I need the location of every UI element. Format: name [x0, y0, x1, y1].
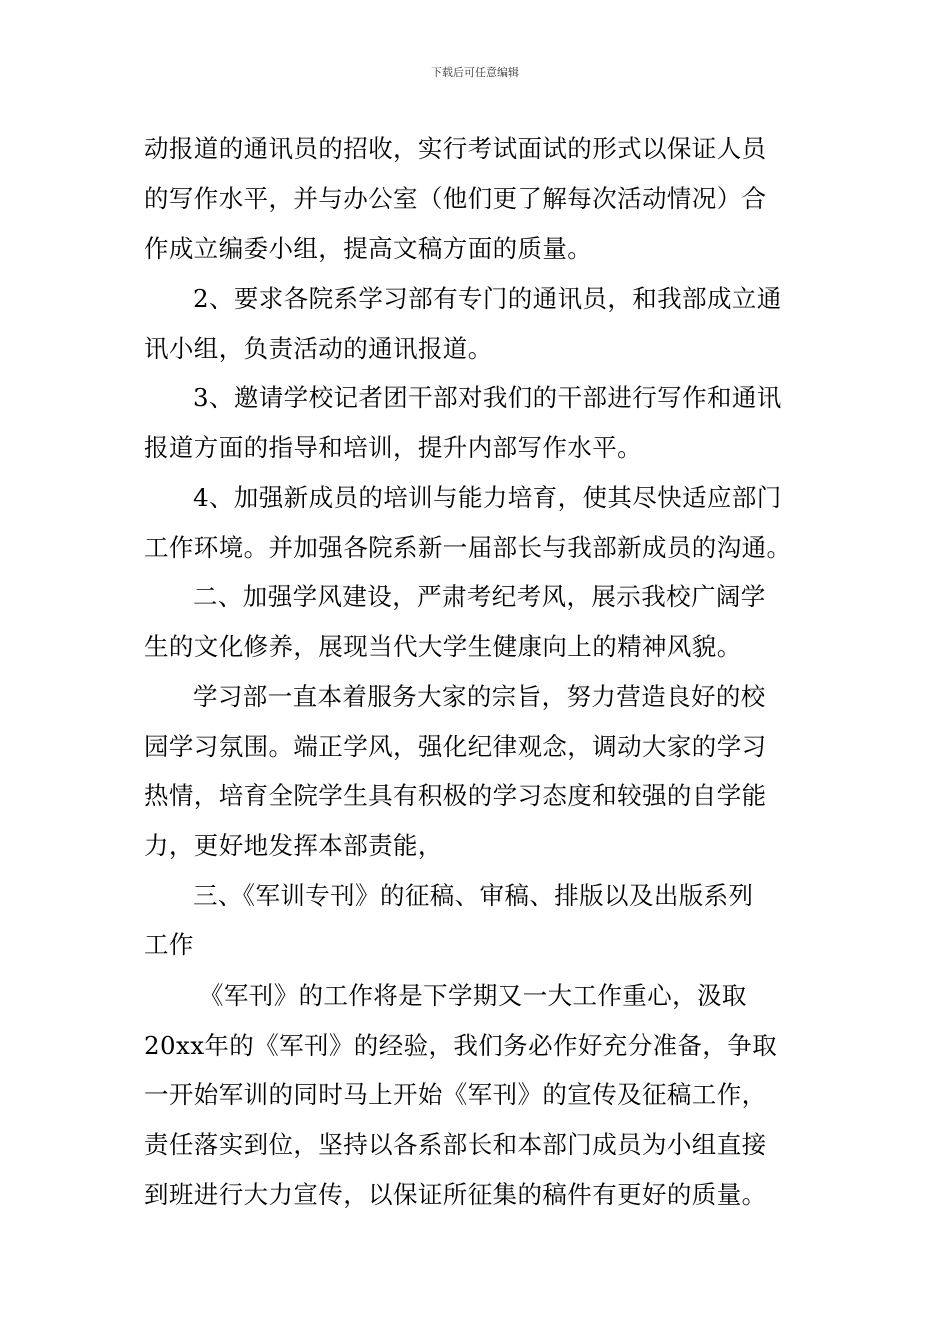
- body-line: 作成立编委小组，提高文稿方面的质量。: [144, 234, 593, 263]
- body-line: 学习部一直本着服务大家的宗旨，努力营造良好的校: [193, 682, 766, 711]
- body-line: 的写作水平，并与办公室（他们更了解每次活动情况）合: [144, 184, 767, 213]
- section-heading-line: 二、加强学风建设，严肃考纪考风，展示我校广阔学: [193, 582, 766, 611]
- body-line: 工作环境。并加强各院系新一届部长与我部新成员的沟通。: [144, 533, 792, 562]
- page-header: 下载后可任意编辑: [431, 66, 519, 79]
- body-line: 一开始军训的同时马上开始《军刊》的宣传及征稿工作，: [144, 1080, 767, 1109]
- body-line: 报道方面的指导和培训，提升内部写作水平。: [144, 433, 642, 462]
- body-line: 热情，培育全院学生具有积极的学习态度和较强的自学能: [144, 781, 767, 810]
- section-heading-line: 生的文化修养，展现当代大学生健康向上的精神风貌。: [144, 632, 742, 661]
- body-line: 2、要求各院系学习部有专门的通讯员，和我部成立通: [193, 284, 782, 313]
- body-line: 力，更好地发挥本部责能，: [144, 831, 443, 860]
- body-line: 20xx年的《军刊》的经验，我们务必作好充分准备，争取: [144, 1031, 778, 1060]
- body-line: 到班进行大力宣传，以保证所征集的稿件有更好的质量。: [144, 1180, 767, 1209]
- body-line: 讯小组，负责活动的通讯报道。: [144, 334, 493, 363]
- body-line: 3、邀请学校记者团干部对我们的干部进行写作和通讯: [193, 383, 782, 412]
- body-line: 动报道的通讯员的招收，实行考试面试的形式以保证人员: [144, 134, 767, 163]
- section-heading-line: 工作: [144, 930, 194, 959]
- section-heading-line: 三、《军训专刊》的征稿、审稿、排版以及出版系列: [193, 881, 754, 910]
- body-line: 园学习氛围。端正学风，强化纪律观念，调动大家的学习: [144, 732, 767, 761]
- body-line: 4、加强新成员的培训与能力培育，使其尽快适应部门: [193, 483, 782, 512]
- body-line: 责任落实到位，坚持以各系部长和本部门成员为小组直接: [144, 1130, 767, 1159]
- body-line: 《军刊》的工作将是下学期又一大工作重心，汲取: [199, 981, 747, 1010]
